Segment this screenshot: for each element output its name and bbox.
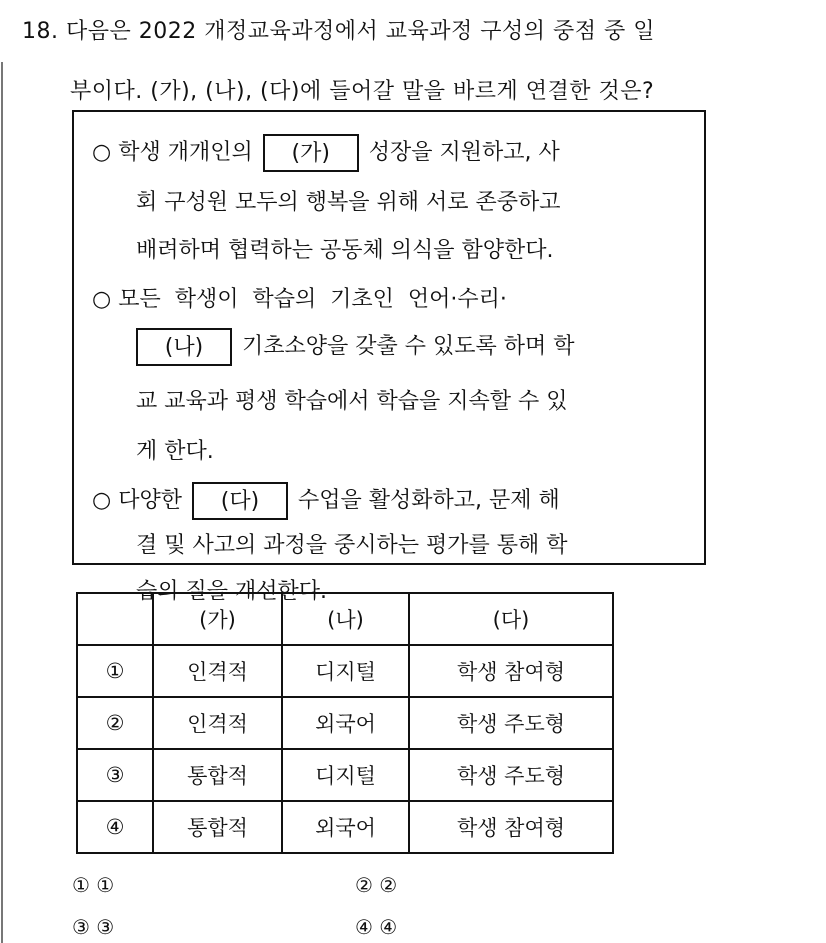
table-row <box>77 749 613 801</box>
cell: 학생 참여형 <box>409 801 613 853</box>
text: 모든 학생이 학습의 기초인 언어·수리· <box>118 287 507 312</box>
bullet-icon: ○ <box>92 140 112 165</box>
header-cell <box>77 593 153 645</box>
cell: 외국어 <box>282 697 409 749</box>
cell: 학생 주도형 <box>409 749 613 801</box>
cell: 학생 주도형 <box>409 697 613 749</box>
choice-3[interactable]: ③ ③ <box>72 915 115 939</box>
passage-line: 교 교육과 평생 학습에서 학습을 지속할 수 있 <box>136 389 568 414</box>
bullet-icon: ○ <box>92 488 112 513</box>
text: 성장을 지원하고, 사 <box>368 140 560 165</box>
table-row <box>77 645 613 697</box>
table-header-row <box>77 593 613 645</box>
cell: 통합적 <box>153 749 282 801</box>
text: 다양한 <box>118 488 182 513</box>
passage-line: 게 한다. <box>136 439 214 464</box>
cell: ③ <box>77 749 153 801</box>
question-line-2: 부이다. (가), (나), (다)에 들어갈 말을 바르게 연결한 것은? <box>70 79 655 104</box>
choice-4[interactable]: ④ ④ <box>355 915 398 939</box>
blank-a: (가) <box>263 134 359 172</box>
cell: ④ <box>77 801 153 853</box>
passage-line: 배려하며 협력하는 공동체 의식을 함양한다. <box>136 238 554 263</box>
cell: 외국어 <box>282 801 409 853</box>
passage-line-last: 습의 질을 개선한다. <box>136 579 327 604</box>
cell: 디지털 <box>282 645 409 697</box>
passage-box <box>72 110 706 604</box>
cell: 디지털 <box>282 749 409 801</box>
question-line-1: 18. 다음은 2022 개정교육과정에서 교육과정 구성의 중점 중 일 <box>22 19 655 44</box>
text: 학생 개개인의 <box>118 140 253 165</box>
cell: 인격적 <box>153 645 282 697</box>
blank-b: (나) <box>136 328 232 366</box>
answer-table <box>76 592 614 854</box>
table-row <box>77 697 613 749</box>
cell: 학생 참여형 <box>409 645 613 697</box>
blank-c: (다) <box>192 482 288 520</box>
choice-1[interactable]: ① ① <box>72 873 115 897</box>
choice-2[interactable]: ② ② <box>355 873 398 897</box>
text: 수업을 활성화하고, 문제 해 <box>297 488 560 513</box>
table-row <box>77 801 613 853</box>
cell: ① <box>77 645 153 697</box>
bullet-icon: ○ <box>92 287 112 312</box>
passage-item-1 <box>92 134 560 172</box>
header-cell: (다) <box>409 593 613 645</box>
cell: 인격적 <box>153 697 282 749</box>
header-cell: (가) <box>153 593 282 645</box>
header-cell: (나) <box>282 593 409 645</box>
cell: 통합적 <box>153 801 282 853</box>
passage-line <box>126 328 575 366</box>
passage-item-3 <box>92 482 560 520</box>
margin-rule <box>1 62 3 943</box>
passage-line: 결 및 사고의 과정을 중시하는 평가를 통해 학 <box>136 533 568 558</box>
cell: ② <box>77 697 153 749</box>
text: 기초소양을 갖출 수 있도록 하며 학 <box>242 334 575 359</box>
passage-line: 회 구성원 모두의 행복을 위해 서로 존중하고 <box>136 190 561 215</box>
passage-item-2 <box>92 282 507 313</box>
